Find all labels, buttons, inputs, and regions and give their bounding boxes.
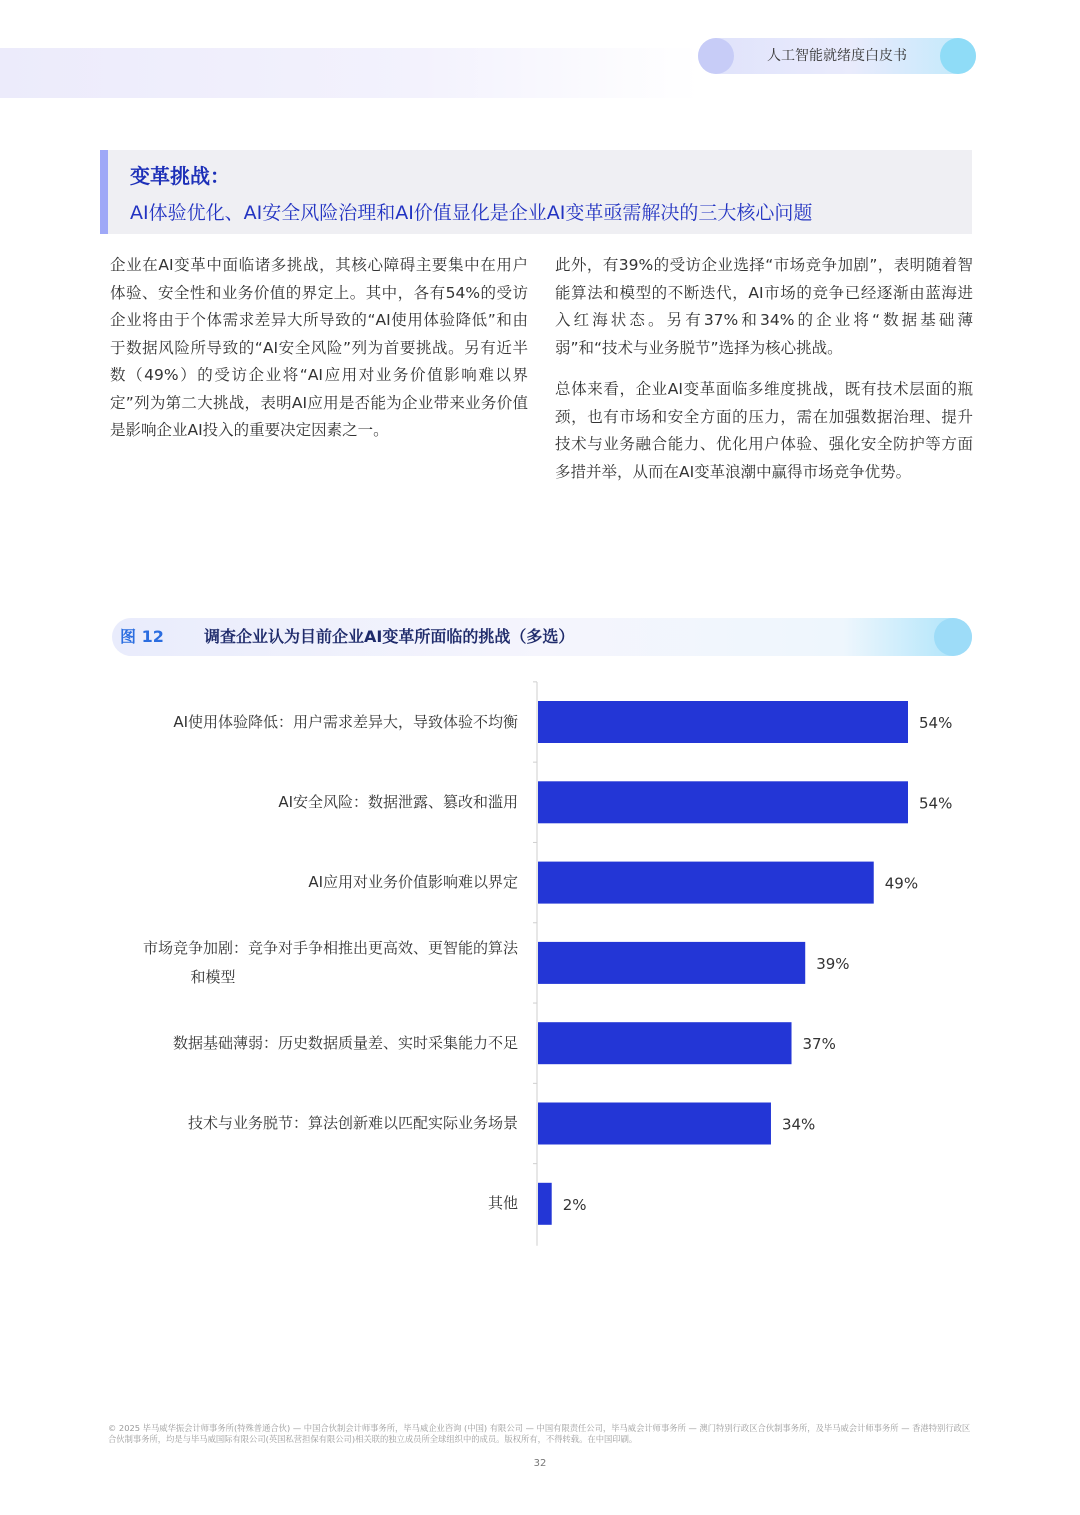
chart-value-label: 34% xyxy=(781,1115,816,1134)
chart-category-label xyxy=(108,708,518,737)
chart-bar xyxy=(538,1103,771,1145)
chart-value-label: 54% xyxy=(919,714,953,732)
chart-value-label: 39% xyxy=(816,954,850,973)
chart-category-label xyxy=(108,1109,518,1138)
chart-category-label xyxy=(108,868,518,897)
chart-value-label: 2% xyxy=(562,1195,587,1214)
chart-value-label: 37% xyxy=(802,1035,836,1054)
chart-category-label-line: 数据基础薄弱：历史数据质量差、实时采集能力不足 xyxy=(172,1033,518,1052)
chart-category-label-line: 市场竞争加剧：竞争对手争相推出更高效、更智能的算法 xyxy=(142,938,518,957)
chart-category-label xyxy=(108,1029,518,1058)
callout-heading: 变革挑战： xyxy=(130,164,230,188)
chart-category-label-line: AI安全风险：数据泄露、篡改和滥用 xyxy=(278,792,518,811)
figure-number: 图 12 xyxy=(120,627,164,646)
chart-bar xyxy=(538,1022,792,1064)
chart-category-label-line: AI使用体验降低：用户需求差异大，导致体验不均衡 xyxy=(173,712,518,731)
figure-header xyxy=(112,618,972,656)
body-paragraph: 总体来看，企业AI变革面临多维度挑战，既有技术层面的瓶颈，也有市场和安全方面的压力，需在加强数据治理、提升技术与业务融合能力、优化用户体验、强化安全防护等方面多措并举，从而在AI变革浪潮中赢得市场竞争优势。 xyxy=(555,380,973,481)
header-band xyxy=(0,48,700,98)
chart-category-label xyxy=(108,788,518,817)
page-number: 32 xyxy=(533,1458,547,1469)
figure-title: 调查企业认为目前企业AI变革所面临的挑战（多选） xyxy=(204,627,575,646)
chart-category-label-line: 技术与业务脱节：算法创新难以匹配实际业务场景 xyxy=(187,1114,518,1132)
chart-bar xyxy=(538,701,908,743)
document-title: 人工智能就绪度白皮书 xyxy=(767,48,907,64)
chart-category-label-line: 其他 xyxy=(487,1194,518,1213)
copyright-note: © 2025 毕马威华振会计师事务所(特殊普通合伙) — 中国合伙制会计师事务所，毕马威企业咨询 (中国) 有限公司 — 中国有限责任公司，毕马威会计师事务所 — 澳门特别行政区合伙制事务所，及毕马威会计师事务所 — 香港特别行政区合伙制事务所，均是与毕马威国际有限公司(英国私营担保有限公司)相关联的独立成员所全球组织中的成员。版权所有，不得转载。在中国印刷。 xyxy=(108,1423,971,1444)
chart-value-label: 54% xyxy=(919,794,953,813)
body-column-right xyxy=(555,252,973,500)
figure-header-dot xyxy=(934,618,972,656)
header-dot-right xyxy=(940,38,976,74)
chart-category-label-line: AI应用对业务价值影响难以界定 xyxy=(308,873,518,892)
chart-category-label-line: 和模型 xyxy=(190,967,236,986)
chart-value-label: 49% xyxy=(884,874,919,893)
body-column-left xyxy=(110,252,528,459)
chart-category-label xyxy=(108,1189,518,1218)
callout-accent-bar xyxy=(100,150,108,234)
body-paragraph: 企业在AI变革中面临诸多挑战，其核心障碍主要集中在用户体验、安全性和业务价值的界定上。其中，各有54%的受访企业将由于个体需求差异大所导致的“AI使用体验降低”和由于数据风险所导致的“AI安全风险”列为首要挑战。另有近半数（49%）的受访企业将“AI应用对业务价值影响难以界定”列为第二大挑战，表明AI应用是否能为企业带来业务价值是影响企业AI投入的重要决定因素之一。 xyxy=(110,256,528,439)
chart-category-label xyxy=(108,934,518,992)
body-paragraph: 此外，有39%的受访企业选择“市场竞争加剧”，表明随着智能算法和模型的不断迭代，AI市场的竞争已经逐渐由蓝海进入红海状态。另有37%和34%的企业将“数据基础薄弱”和“技术与业务脱节”选择为核心挑战。 xyxy=(555,256,973,357)
chart-bar xyxy=(538,781,908,823)
header-dot-left xyxy=(698,38,734,74)
chart-bar xyxy=(538,1183,552,1225)
header-pill xyxy=(698,38,976,74)
challenge-callout xyxy=(100,150,972,234)
callout-subheading: AI体验优化、AI安全风险治理和AI价值显化是企业AI变革亟需解决的三大核心问题 xyxy=(130,202,813,224)
chart-bar xyxy=(538,862,874,904)
chart-bar xyxy=(538,942,805,984)
